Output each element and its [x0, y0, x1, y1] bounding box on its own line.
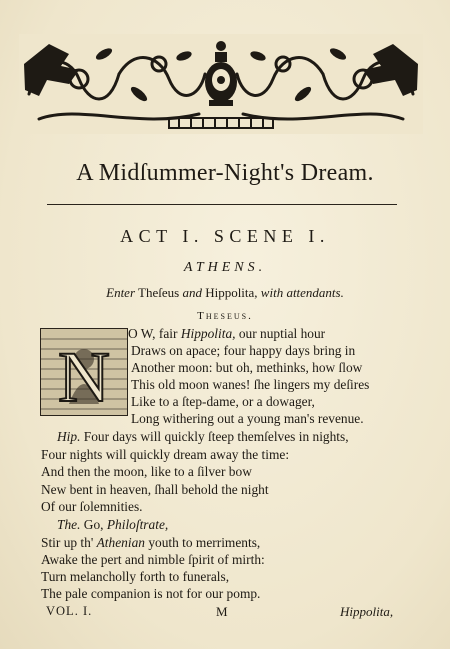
page-title: A Midſummer-Night's Dream.: [76, 160, 374, 186]
verse-line: This old moon wanes! ſhe lingers my deſires: [131, 377, 370, 392]
verse-line: Hip. Four days will quickly ſteep themſelves in nights,: [57, 429, 349, 444]
headpiece-ornament-icon: [19, 34, 423, 134]
verse-line: Stir up th' Athenian youth to merriments,: [41, 535, 261, 550]
stage-direction-hippolita: Hippolita,: [205, 285, 258, 300]
verse-line: The pale companion is not for our pomp.: [41, 586, 261, 601]
verse-line: Draws on apace; four happy days bring in: [131, 343, 356, 358]
footer-signature: M: [216, 604, 228, 619]
speaker-name: Theseus.: [197, 310, 253, 322]
verse-line: Another moon: but oh, methinks, how ſlow: [131, 360, 363, 375]
verse-line: The. Go, Philoſtrate,: [57, 517, 169, 532]
verse-line: O W, fair Hippolita, our nuptial hour: [128, 326, 326, 341]
stage-direction-and: and: [182, 285, 202, 300]
verse-line: New bent in heaven, ſhall behold the night: [41, 482, 269, 497]
footer-volume: VOL. I.: [46, 604, 93, 618]
act-heading: ACT I. SCENE I.: [120, 226, 330, 246]
verse-line: And then the moon, like to a ſilver bow: [41, 464, 252, 479]
drop-cap-ornament-icon: [41, 329, 127, 415]
stage-direction-attendants: with attendants.: [260, 285, 344, 300]
verse-line: Of our ſolemnities.: [41, 499, 143, 514]
verse-line: Long withering out a young man's revenue.: [131, 411, 364, 426]
stage-direction-theseus: Theſeus: [138, 285, 180, 300]
verse-line: Like to a ſtep-dame, or a dowager,: [131, 394, 315, 409]
drop-cap-letter: N: [58, 337, 110, 415]
drop-cap: [40, 328, 128, 416]
footer-catchword: Hippolita,: [340, 604, 394, 619]
verse-line: Awake the pert and nimble ſpirit of mirth:: [41, 552, 265, 567]
verse-line: Turn melancholly forth to funerals,: [41, 569, 230, 584]
stage-direction-enter: Enter: [106, 285, 136, 300]
verse-line: Four nights will quickly dream away the time:: [41, 447, 290, 462]
title-divider: [47, 204, 397, 205]
scene-location: ATHENS.: [183, 260, 267, 275]
stage-direction: [0, 285, 450, 301]
